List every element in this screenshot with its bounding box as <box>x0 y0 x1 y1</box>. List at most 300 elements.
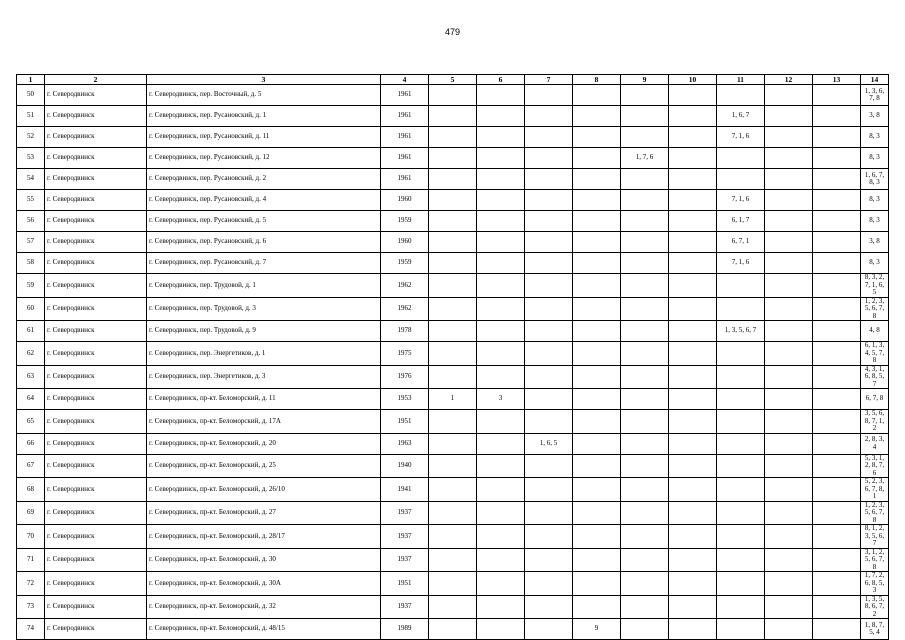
table-cell-col-7 <box>525 619 573 640</box>
table-cell-col-13 <box>813 365 861 389</box>
table-cell-col-12 <box>765 389 813 410</box>
table-row <box>17 572 889 596</box>
table-cell-col-1: 54 <box>17 169 45 190</box>
table-cell-col-7 <box>525 321 573 342</box>
table-cell-col-12 <box>765 274 813 298</box>
table-row <box>17 619 889 640</box>
table-cell-col-2: г. Северодвинск <box>45 410 147 434</box>
table-cell-col-10 <box>669 127 717 148</box>
table-cell-col-12 <box>765 190 813 211</box>
table-cell-col-1: 50 <box>17 85 45 106</box>
table-cell-col-5 <box>429 454 477 478</box>
table-cell-col-5 <box>429 106 477 127</box>
table-cell-col-5 <box>429 572 477 596</box>
table-cell-col-5 <box>429 148 477 169</box>
table-cell-col-4: 1937 <box>381 595 429 619</box>
table-cell-col-14: 5, 2, 3, 6, 7, 8, 1 <box>861 478 889 502</box>
table-cell-col-6 <box>477 148 525 169</box>
table-cell-col-4: 1961 <box>381 85 429 106</box>
table-cell-col-2: г. Северодвинск <box>45 548 147 572</box>
table-cell-col-8 <box>573 190 621 211</box>
table-cell-col-13 <box>813 148 861 169</box>
table-cell-col-8 <box>573 232 621 253</box>
table-cell-col-2: г. Северодвинск <box>45 274 147 298</box>
table-row <box>17 190 889 211</box>
table-cell-col-9 <box>621 478 669 502</box>
table-cell-col-6 <box>477 321 525 342</box>
table-cell-col-3: г. Северодвинск, пер. Русановский, д. 4 <box>147 190 381 211</box>
table-cell-col-10 <box>669 190 717 211</box>
table-row <box>17 478 889 502</box>
table-cell-col-5 <box>429 365 477 389</box>
table-cell-col-2: г. Северодвинск <box>45 342 147 366</box>
table-cell-col-1: 56 <box>17 211 45 232</box>
table-cell-col-3: г. Северодвинск, пр-кт. Беломорский, д. 26/10 <box>147 478 381 502</box>
column-header-12: 12 <box>765 75 813 85</box>
table-row <box>17 297 889 321</box>
table-cell-col-2: г. Северодвинск <box>45 297 147 321</box>
table-cell-col-10 <box>669 342 717 366</box>
table-cell-col-9 <box>621 190 669 211</box>
table-cell-col-6 <box>477 501 525 525</box>
table-row <box>17 365 889 389</box>
table-cell-col-1: 55 <box>17 190 45 211</box>
table-cell-col-4: 1963 <box>381 433 429 454</box>
table-cell-col-14: 8, 3 <box>861 190 889 211</box>
table-cell-col-4: 1961 <box>381 127 429 148</box>
table-cell-col-4: 1951 <box>381 410 429 434</box>
table-cell-col-13 <box>813 274 861 298</box>
table-cell-col-1: 72 <box>17 572 45 596</box>
column-header-8: 8 <box>573 75 621 85</box>
table-cell-col-7 <box>525 454 573 478</box>
table-cell-col-11: 7, 1, 6 <box>717 190 765 211</box>
table-cell-col-10 <box>669 619 717 640</box>
table-cell-col-12 <box>765 410 813 434</box>
table-cell-col-3: г. Северодвинск, пр-кт. Беломорский, д. 30 <box>147 548 381 572</box>
table-row <box>17 274 889 298</box>
table-cell-col-12 <box>765 127 813 148</box>
table-cell-col-2: г. Северодвинск <box>45 478 147 502</box>
table-cell-col-3: г. Северодвинск, пер. Русановский, д. 2 <box>147 169 381 190</box>
table-cell-col-10 <box>669 433 717 454</box>
table-cell-col-13 <box>813 211 861 232</box>
table-row <box>17 548 889 572</box>
table-cell-col-8 <box>573 595 621 619</box>
table-cell-col-3: г. Северодвинск, пер. Русановский, д. 11 <box>147 127 381 148</box>
table-cell-col-3: г. Северодвинск, пер. Русановский, д. 6 <box>147 232 381 253</box>
table-cell-col-6 <box>477 232 525 253</box>
table-cell-col-2: г. Северодвинск <box>45 211 147 232</box>
table-cell-col-6 <box>477 410 525 434</box>
table-cell-col-6 <box>477 190 525 211</box>
table-cell-col-14: 6, 7, 8 <box>861 389 889 410</box>
table-cell-col-13 <box>813 478 861 502</box>
table-cell-col-10 <box>669 232 717 253</box>
table-cell-col-13 <box>813 548 861 572</box>
column-header-7: 7 <box>525 75 573 85</box>
table-cell-col-5 <box>429 232 477 253</box>
table-cell-col-6 <box>477 619 525 640</box>
table-cell-col-12 <box>765 619 813 640</box>
table-cell-col-4: 1937 <box>381 501 429 525</box>
table-cell-col-11 <box>717 619 765 640</box>
table-cell-col-2: г. Северодвинск <box>45 525 147 549</box>
table-cell-col-13 <box>813 297 861 321</box>
table-cell-col-10 <box>669 365 717 389</box>
table-cell-col-1: 52 <box>17 127 45 148</box>
table-cell-col-11 <box>717 525 765 549</box>
table-cell-col-3: г. Северодвинск, пр-кт. Беломорский, д. 30А <box>147 572 381 596</box>
table-row <box>17 106 889 127</box>
table-cell-col-1: 59 <box>17 274 45 298</box>
table-cell-col-7 <box>525 85 573 106</box>
table-cell-col-6 <box>477 433 525 454</box>
column-header-4: 4 <box>381 75 429 85</box>
table-cell-col-3: г. Северодвинск, пр-кт. Беломорский, д. 32 <box>147 595 381 619</box>
table-cell-col-6: 3 <box>477 389 525 410</box>
table-cell-col-10 <box>669 595 717 619</box>
table-cell-col-6 <box>477 454 525 478</box>
table-cell-col-14: 4, 3, 1, 6, 8, 5, 7 <box>861 365 889 389</box>
table-cell-col-7 <box>525 595 573 619</box>
table-cell-col-9 <box>621 127 669 148</box>
table-cell-col-8 <box>573 297 621 321</box>
table-cell-col-3: г. Северодвинск, пер. Трудовой, д. 9 <box>147 321 381 342</box>
table-cell-col-7 <box>525 169 573 190</box>
table-cell-col-3: г. Северодвинск, пер. Русановский, д. 5 <box>147 211 381 232</box>
table-cell-col-10 <box>669 85 717 106</box>
table-cell-col-4: 1940 <box>381 454 429 478</box>
table-cell-col-14: 1, 7, 2, 6, 8, 5, 3 <box>861 572 889 596</box>
table-cell-col-7 <box>525 572 573 596</box>
table-cell-col-13 <box>813 501 861 525</box>
table-cell-col-3: г. Северодвинск, пр-кт. Беломорский, д. 20 <box>147 433 381 454</box>
table-cell-col-9 <box>621 211 669 232</box>
table-cell-col-13 <box>813 525 861 549</box>
table-cell-col-7 <box>525 190 573 211</box>
table-cell-col-2: г. Северодвинск <box>45 190 147 211</box>
table-row <box>17 454 889 478</box>
table-cell-col-10 <box>669 211 717 232</box>
table-cell-col-6 <box>477 169 525 190</box>
table-cell-col-7 <box>525 253 573 274</box>
table-cell-col-14: 1, 8, 7, 5, 4 <box>861 619 889 640</box>
table-cell-col-8 <box>573 148 621 169</box>
table-cell-col-3: г. Северодвинск, пер. Энергетиков, д. 1 <box>147 342 381 366</box>
table-cell-col-3: г. Северодвинск, пр-кт. Беломорский, д. 28/17 <box>147 525 381 549</box>
table-cell-col-12 <box>765 433 813 454</box>
table-cell-col-14: 1, 6, 7, 8, 3 <box>861 169 889 190</box>
table-cell-col-6 <box>477 274 525 298</box>
table-row <box>17 410 889 434</box>
table-cell-col-3: г. Северодвинск, пер. Русановский, д. 7 <box>147 253 381 274</box>
table-cell-col-14: 8, 1, 2, 3, 5, 6, 7 <box>861 525 889 549</box>
table-cell-col-7 <box>525 274 573 298</box>
table-cell-col-9 <box>621 501 669 525</box>
table-cell-col-5 <box>429 342 477 366</box>
table-row <box>17 595 889 619</box>
table-cell-col-5 <box>429 274 477 298</box>
table-cell-col-4: 1961 <box>381 148 429 169</box>
table-cell-col-3: г. Северодвинск, пер. Русановский, д. 12 <box>147 148 381 169</box>
column-header-9: 9 <box>621 75 669 85</box>
table-cell-col-8 <box>573 410 621 434</box>
table-cell-col-14: 8, 3, 2, 7, 1, 6, 5 <box>861 274 889 298</box>
table-cell-col-9 <box>621 572 669 596</box>
table-cell-col-8 <box>573 501 621 525</box>
table-cell-col-11 <box>717 389 765 410</box>
table-cell-col-14: 5, 3, 1, 2, 8, 7, 6 <box>861 454 889 478</box>
table-cell-col-10 <box>669 389 717 410</box>
column-header-13: 13 <box>813 75 861 85</box>
table-cell-col-3: г. Северодвинск, пер. Трудовой, д. 3 <box>147 297 381 321</box>
table-row <box>17 389 889 410</box>
table-cell-col-9 <box>621 389 669 410</box>
table-cell-col-14: 8, 3 <box>861 148 889 169</box>
table-cell-col-11 <box>717 478 765 502</box>
table-cell-col-4: 1960 <box>381 190 429 211</box>
table-cell-col-13 <box>813 85 861 106</box>
table-cell-col-14: 8, 3 <box>861 253 889 274</box>
table-cell-col-1: 70 <box>17 525 45 549</box>
table-cell-col-4: 1937 <box>381 525 429 549</box>
table-cell-col-6 <box>477 127 525 148</box>
table-cell-col-7 <box>525 342 573 366</box>
table-cell-col-9 <box>621 321 669 342</box>
column-header-5: 5 <box>429 75 477 85</box>
table-cell-col-14: 3, 8 <box>861 106 889 127</box>
table-row <box>17 211 889 232</box>
table-cell-col-13 <box>813 619 861 640</box>
table-row <box>17 253 889 274</box>
table-cell-col-2: г. Северодвинск <box>45 389 147 410</box>
table-cell-col-3: г. Северодвинск, пер. Энергетиков, д. 3 <box>147 365 381 389</box>
table-cell-col-5 <box>429 85 477 106</box>
housing-register-table <box>16 74 889 640</box>
table-cell-col-13 <box>813 232 861 253</box>
table-cell-col-12 <box>765 525 813 549</box>
table-cell-col-8 <box>573 127 621 148</box>
table-cell-col-3: г. Северодвинск, пр-кт. Беломорский, д. 25 <box>147 454 381 478</box>
table-cell-col-5: 1 <box>429 389 477 410</box>
table-cell-col-5 <box>429 253 477 274</box>
table-cell-col-11 <box>717 342 765 366</box>
table-cell-col-5 <box>429 169 477 190</box>
table-row <box>17 525 889 549</box>
table-cell-col-2: г. Северодвинск <box>45 501 147 525</box>
table-cell-col-9: 1, 7, 6 <box>621 148 669 169</box>
table-cell-col-8 <box>573 548 621 572</box>
table-cell-col-7 <box>525 365 573 389</box>
table-cell-col-2: г. Северодвинск <box>45 169 147 190</box>
table-cell-col-8 <box>573 433 621 454</box>
table-cell-col-11: 6, 7, 1 <box>717 232 765 253</box>
table-cell-col-9 <box>621 454 669 478</box>
table-cell-col-5 <box>429 410 477 434</box>
table-cell-col-13 <box>813 454 861 478</box>
table-cell-col-7: 1, 6, 5 <box>525 433 573 454</box>
table-cell-col-4: 1961 <box>381 106 429 127</box>
table-cell-col-6 <box>477 85 525 106</box>
table-cell-col-12 <box>765 572 813 596</box>
table-cell-col-7 <box>525 297 573 321</box>
table-cell-col-12 <box>765 253 813 274</box>
table-cell-col-11 <box>717 572 765 596</box>
table-cell-col-14: 2, 8, 3, 4 <box>861 433 889 454</box>
table-cell-col-1: 61 <box>17 321 45 342</box>
table-cell-col-7 <box>525 127 573 148</box>
table-cell-col-7 <box>525 211 573 232</box>
table-row <box>17 501 889 525</box>
table-cell-col-1: 71 <box>17 548 45 572</box>
table-cell-col-13 <box>813 433 861 454</box>
table-cell-col-5 <box>429 501 477 525</box>
table-cell-col-11 <box>717 454 765 478</box>
table-cell-col-1: 66 <box>17 433 45 454</box>
table-cell-col-6 <box>477 365 525 389</box>
table-cell-col-5 <box>429 190 477 211</box>
table-cell-col-8 <box>573 169 621 190</box>
table-cell-col-2: г. Северодвинск <box>45 106 147 127</box>
table-cell-col-11 <box>717 410 765 434</box>
table-cell-col-10 <box>669 410 717 434</box>
table-cell-col-1: 65 <box>17 410 45 434</box>
column-header-3: 3 <box>147 75 381 85</box>
table-cell-col-5 <box>429 525 477 549</box>
column-header-1: 1 <box>17 75 45 85</box>
table-cell-col-8 <box>573 342 621 366</box>
table-cell-col-3: г. Северодвинск, пер. Русановский, д. 1 <box>147 106 381 127</box>
table-cell-col-7 <box>525 232 573 253</box>
table-cell-col-7 <box>525 478 573 502</box>
table-cell-col-12 <box>765 501 813 525</box>
table-cell-col-12 <box>765 85 813 106</box>
table-cell-col-1: 51 <box>17 106 45 127</box>
table-cell-col-8 <box>573 478 621 502</box>
table-cell-col-13 <box>813 595 861 619</box>
table-cell-col-2: г. Северодвинск <box>45 619 147 640</box>
table-cell-col-12 <box>765 321 813 342</box>
table-cell-col-1: 73 <box>17 595 45 619</box>
table-cell-col-12 <box>765 365 813 389</box>
table-cell-col-13 <box>813 389 861 410</box>
table-cell-col-10 <box>669 454 717 478</box>
table-cell-col-1: 62 <box>17 342 45 366</box>
table-cell-col-4: 1951 <box>381 572 429 596</box>
column-header-10: 10 <box>669 75 717 85</box>
table-cell-col-7 <box>525 525 573 549</box>
table-cell-col-11: 7, 1, 6 <box>717 127 765 148</box>
table-cell-col-4: 1989 <box>381 619 429 640</box>
table-cell-col-8 <box>573 253 621 274</box>
table-cell-col-9 <box>621 365 669 389</box>
table-cell-col-5 <box>429 321 477 342</box>
table-cell-col-12 <box>765 595 813 619</box>
table-cell-col-2: г. Северодвинск <box>45 595 147 619</box>
table-cell-col-2: г. Северодвинск <box>45 433 147 454</box>
table-cell-col-13 <box>813 106 861 127</box>
table-cell-col-7 <box>525 501 573 525</box>
table-cell-col-7 <box>525 410 573 434</box>
table-cell-col-14: 6, 1, 3, 4, 5, 7, 8 <box>861 342 889 366</box>
table-body <box>17 85 889 640</box>
table-cell-col-12 <box>765 478 813 502</box>
table-cell-col-4: 1976 <box>381 365 429 389</box>
table-row <box>17 342 889 366</box>
table-cell-col-14: 3, 5, 6, 8, 7, 1, 2 <box>861 410 889 434</box>
table-cell-col-8 <box>573 321 621 342</box>
table-cell-col-12 <box>765 232 813 253</box>
column-header-14: 14 <box>861 75 889 85</box>
table-cell-col-8 <box>573 85 621 106</box>
table-cell-col-10 <box>669 106 717 127</box>
table-cell-col-7 <box>525 106 573 127</box>
table-cell-col-8: 9 <box>573 619 621 640</box>
table-cell-col-12 <box>765 148 813 169</box>
table-cell-col-11 <box>717 297 765 321</box>
table-cell-col-10 <box>669 572 717 596</box>
table-cell-col-6 <box>477 525 525 549</box>
table-cell-col-3: г. Северодвинск, пр-кт. Беломорский, д. 17А <box>147 410 381 434</box>
table-row <box>17 433 889 454</box>
table-cell-col-11: 7, 1, 6 <box>717 253 765 274</box>
table-cell-col-5 <box>429 619 477 640</box>
table-cell-col-3: г. Северодвинск, пр-кт. Беломорский, д. 27 <box>147 501 381 525</box>
table-cell-col-11 <box>717 595 765 619</box>
table-cell-col-2: г. Северодвинск <box>45 148 147 169</box>
table-cell-col-6 <box>477 595 525 619</box>
table-cell-col-12 <box>765 211 813 232</box>
table-cell-col-6 <box>477 548 525 572</box>
table-cell-col-7 <box>525 148 573 169</box>
table-cell-col-4: 1941 <box>381 478 429 502</box>
table-cell-col-10 <box>669 169 717 190</box>
column-header-11: 11 <box>717 75 765 85</box>
table-cell-col-1: 60 <box>17 297 45 321</box>
table-cell-col-8 <box>573 211 621 232</box>
table-cell-col-11: 1, 3, 5, 6, 7 <box>717 321 765 342</box>
table-cell-col-1: 69 <box>17 501 45 525</box>
table-cell-col-14: 3, 1, 2, 5, 6, 7, 8 <box>861 548 889 572</box>
table-cell-col-7 <box>525 389 573 410</box>
table-cell-col-1: 68 <box>17 478 45 502</box>
table-cell-col-4: 1937 <box>381 548 429 572</box>
table-cell-col-2: г. Северодвинск <box>45 454 147 478</box>
table-cell-col-1: 63 <box>17 365 45 389</box>
table-cell-col-1: 64 <box>17 389 45 410</box>
table-cell-col-10 <box>669 548 717 572</box>
table-cell-col-11 <box>717 548 765 572</box>
table-cell-col-13 <box>813 410 861 434</box>
table-cell-col-10 <box>669 148 717 169</box>
table-cell-col-13 <box>813 253 861 274</box>
table-cell-col-4: 1975 <box>381 342 429 366</box>
table-cell-col-9 <box>621 342 669 366</box>
table-cell-col-5 <box>429 127 477 148</box>
table-cell-col-9 <box>621 169 669 190</box>
table-cell-col-7 <box>525 548 573 572</box>
table-cell-col-2: г. Северодвинск <box>45 365 147 389</box>
table-cell-col-3: г. Северодвинск, пр-кт. Беломорский, д. 48/15 <box>147 619 381 640</box>
table-cell-col-14: 4, 8 <box>861 321 889 342</box>
table-cell-col-12 <box>765 169 813 190</box>
table-cell-col-14: 8, 3 <box>861 211 889 232</box>
table-cell-col-12 <box>765 342 813 366</box>
table-cell-col-14: 1, 2, 3, 5, 6, 7, 8 <box>861 297 889 321</box>
table-cell-col-13 <box>813 321 861 342</box>
table-cell-col-2: г. Северодвинск <box>45 253 147 274</box>
